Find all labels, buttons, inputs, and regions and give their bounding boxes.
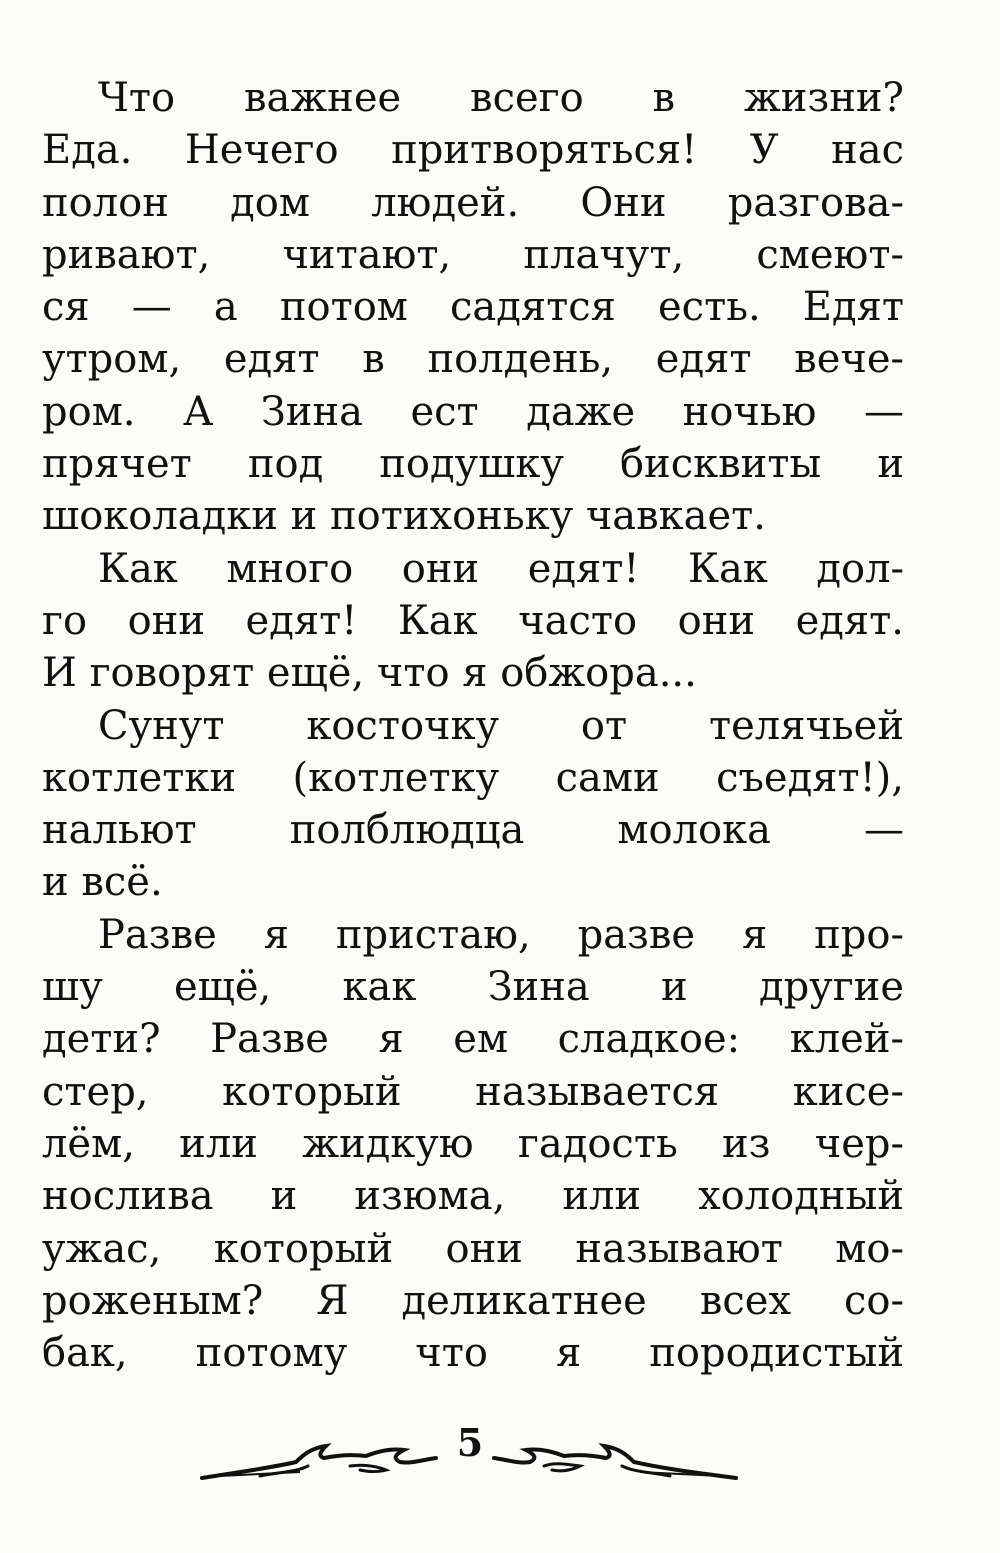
body-text: [42, 72, 904, 1379]
text-line: Еда. Нечего притворяться! У нас: [42, 127, 904, 174]
text-line: ужас, который они называют мо-: [42, 1225, 904, 1272]
text-line: котлетки (котлетку сами съедят!),: [42, 754, 904, 801]
text-line: роженым? Я деликатнее всех со-: [42, 1277, 904, 1324]
text-line: утром, едят в полдень, едят вече-: [42, 336, 904, 383]
text-line: Как много они едят! Как дол-: [98, 545, 904, 592]
page-number: 5: [456, 1420, 484, 1465]
text-line: Разве я пристаю, разве я про-: [98, 911, 904, 958]
text-line: ром. А Зина ест даже ночью —: [42, 388, 904, 435]
text-line: нальют полблюдца молока —: [42, 807, 904, 854]
text-line: стер, который называется кисе-: [42, 1068, 904, 1115]
text-line: шоколадки и потихоньку чавкает.: [42, 493, 767, 540]
text-line: И говорят ещё, что я обжора...: [42, 650, 697, 697]
text-line: лём, или жидкую гадость из чер-: [42, 1120, 904, 1167]
text-line: бак, потому что я породистый: [42, 1330, 904, 1377]
text-line: Сунут косточку от телячьей: [98, 702, 904, 749]
flourish-left-icon: [200, 1432, 440, 1486]
text-line: прячет под подушку бисквиты и: [42, 441, 904, 488]
text-line: полон дом людей. Они разгова-: [42, 179, 904, 226]
text-line: шу ещё, как Зина и другие: [42, 964, 904, 1011]
text-line: ся — а потом садятся есть. Едят: [42, 284, 904, 331]
text-line: ривают, читают, плачут, смеют-: [42, 231, 904, 278]
flourish-right-icon: [490, 1432, 740, 1486]
text-line: и всё.: [42, 859, 163, 906]
page-footer: [0, 1418, 1000, 1498]
text-line: Что важнее всего в жизни?: [98, 75, 904, 121]
text-line: нослива и изюма, или холодный: [42, 1173, 904, 1220]
text-line: го они едят! Как часто они едят.: [42, 597, 904, 644]
text-line: дети? Разве я ем сладкое: клей-: [42, 1016, 904, 1063]
